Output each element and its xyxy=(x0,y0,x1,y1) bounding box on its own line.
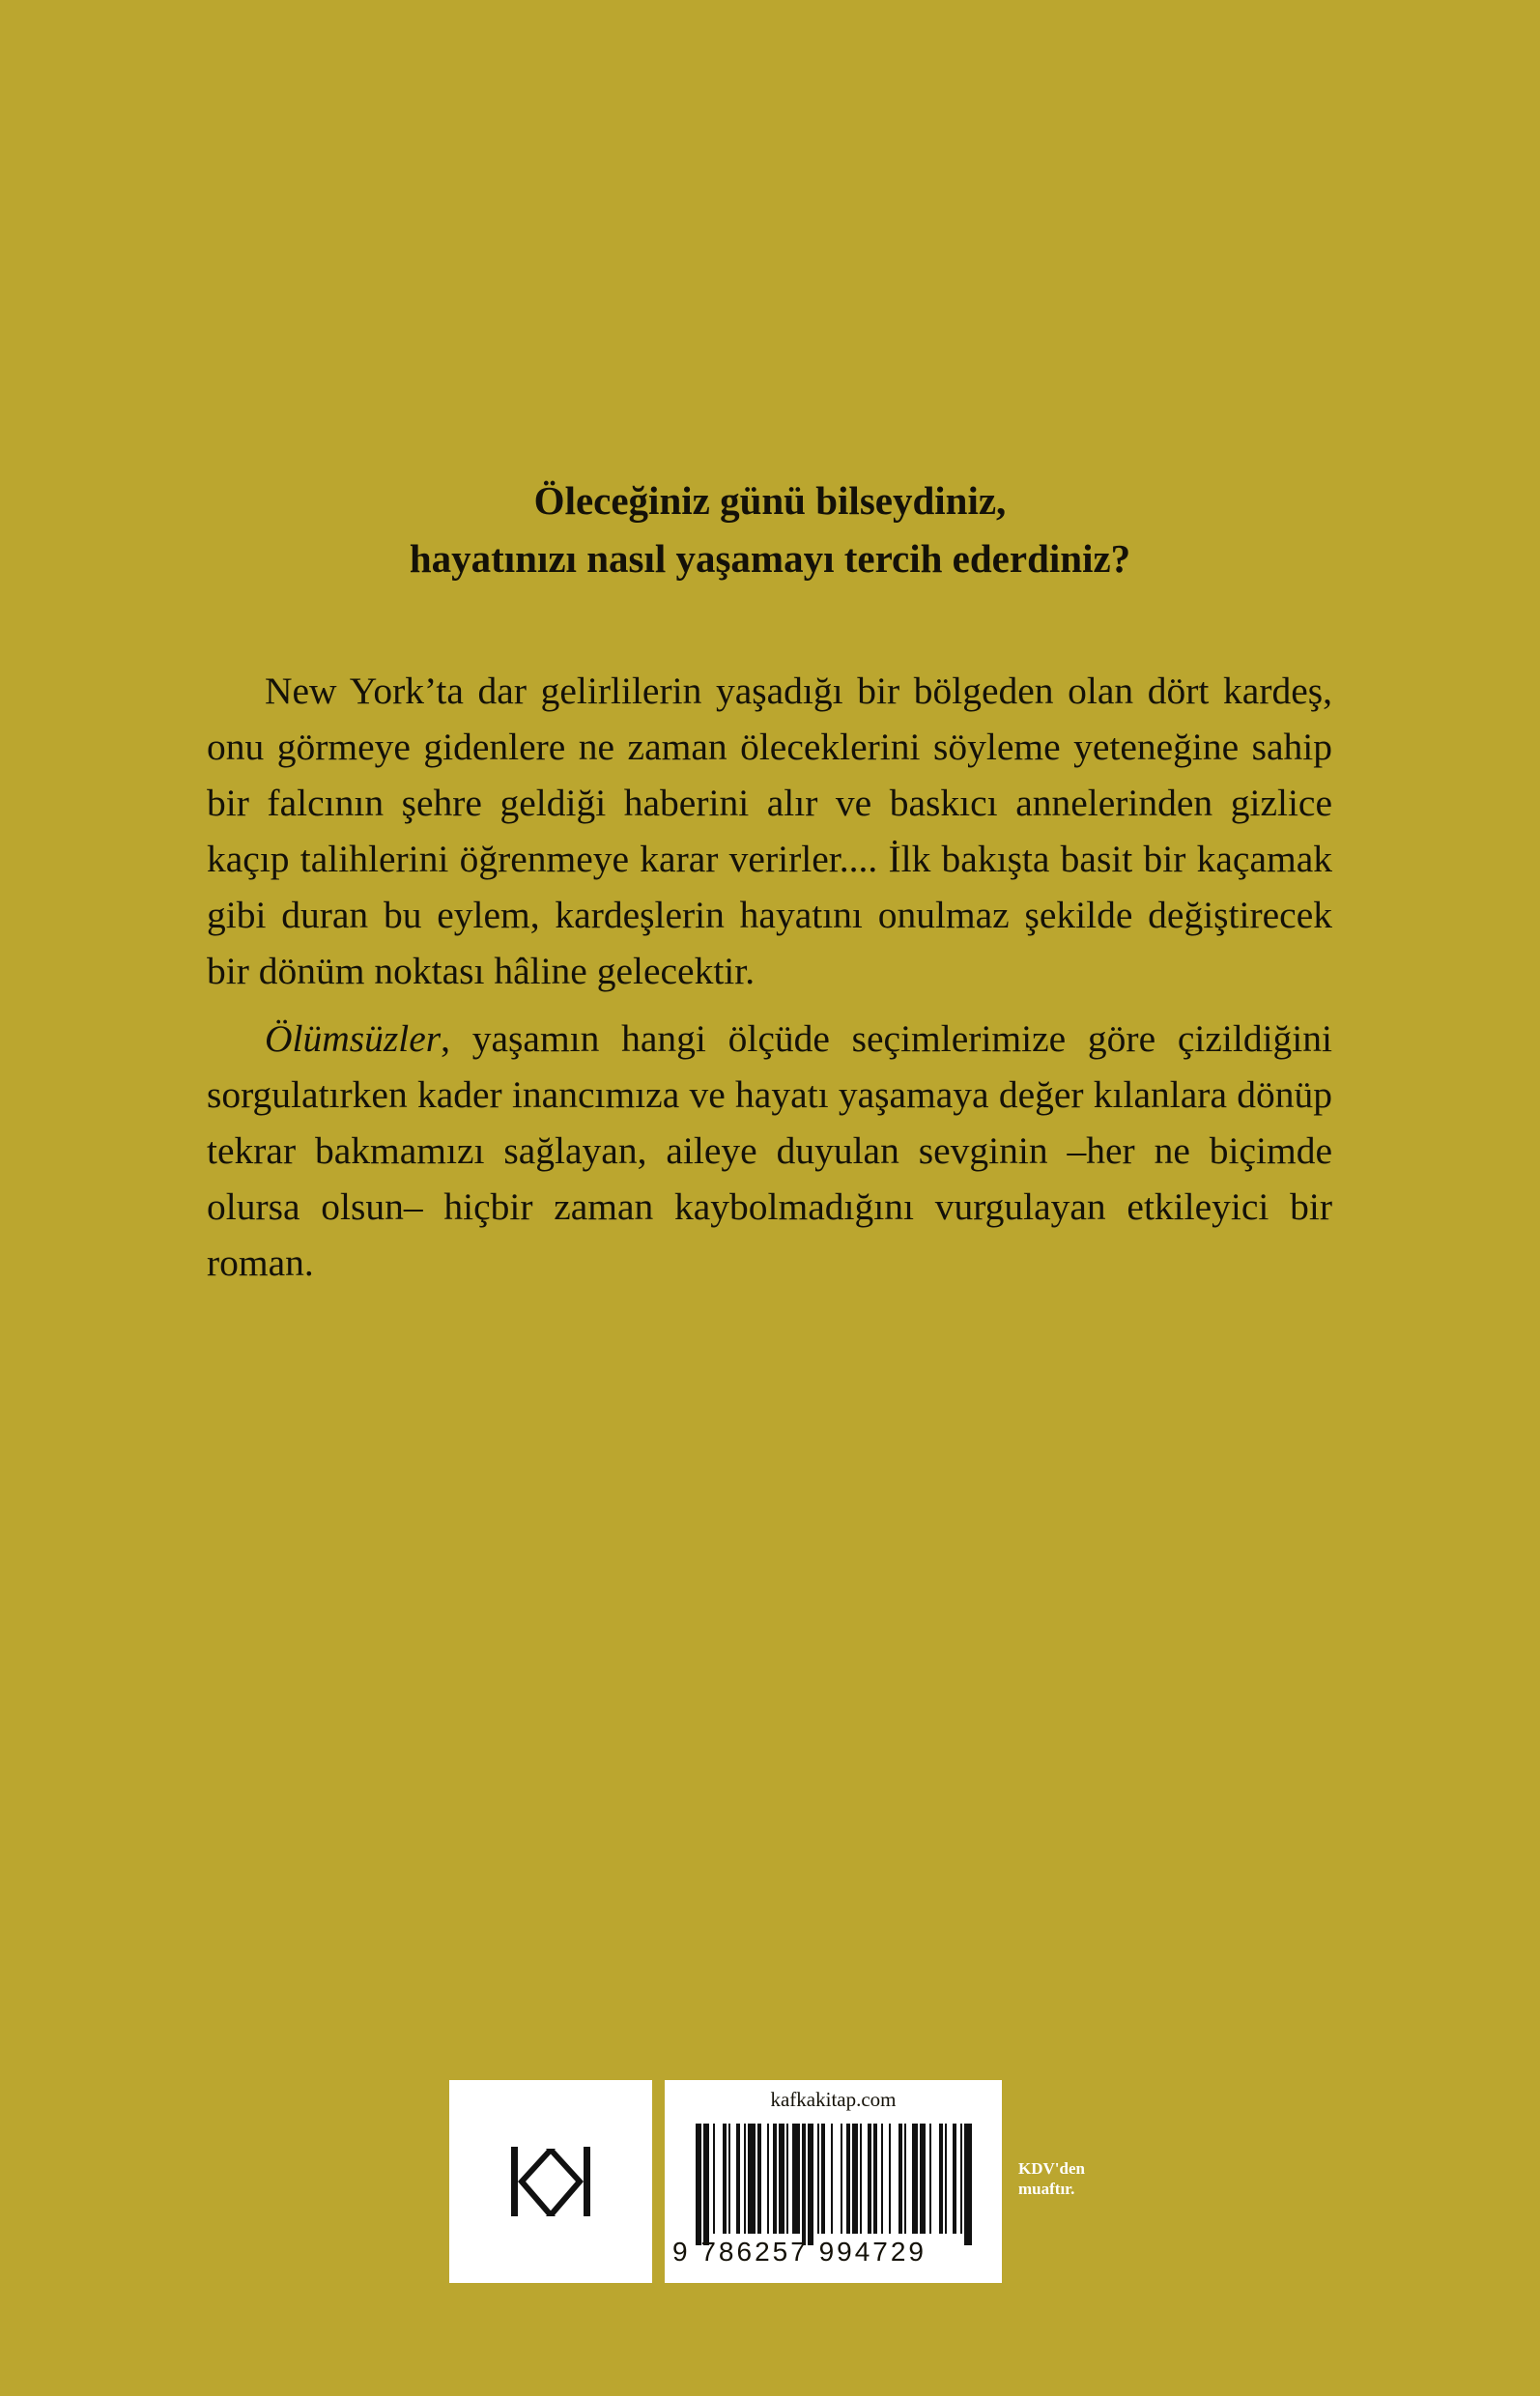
tax-exempt-note xyxy=(1018,2158,1085,2199)
blurb-paragraph-2-text: , yaşamın hangi ölçüde seçimlerimize göre çizildiğini sorgulatırken kader inancımıza ve hayatı yaşamaya değer kılanlara dönüp tekrar bakmamızı sağlayan, aileye duyulan sevginin –her ne biçimde olursa olsun– hiçbir zaman kaybolmadığını vurgulayan etkileyici bir roman. xyxy=(207,1017,1332,1284)
isbn-number: 9 786257 994729 xyxy=(672,2237,927,2267)
tax-note-line-1: KDV'den xyxy=(1018,2159,1085,2178)
tagline xyxy=(0,471,1540,587)
barcode-label xyxy=(665,2080,1002,2283)
barcode-icon xyxy=(696,2124,974,2245)
blurb-paragraph-1: New York’ta dar gelirlilerin yaşadığı bir bölgeden olan dört kardeş, onu görmeye gidenlere ne zaman öleceklerini söyleme yeteneğine sahip bir falcının şehre geldiği haberini alır ve baskıcı annelerinden gizlice kaçıp talihlerini öğrenmeye karar verirler.... İlk bakışta basit bir kaçamak gibi duran bu eylem, kardeşlerin hayatını onulmaz şekilde değiştirecek bir dönüm noktası hâline gelecektir. xyxy=(207,670,1332,992)
tax-note-line-2: muaftır. xyxy=(1018,2180,1075,2198)
kk-monogram-icon xyxy=(498,2143,604,2220)
tagline-line-1: Öleceğiniz günü bilseydiniz, xyxy=(533,478,1007,523)
book-title: Ölümsüzler xyxy=(265,1017,442,1060)
publisher-website: kafkakitap.com xyxy=(770,2088,897,2111)
tagline-line-2: hayatınızı nasıl yaşamayı tercih ederdiniz? xyxy=(409,536,1131,581)
publisher-logo xyxy=(449,2080,652,2283)
blurb-paragraph-2 xyxy=(207,1011,1332,1291)
blurb xyxy=(207,663,1332,1291)
